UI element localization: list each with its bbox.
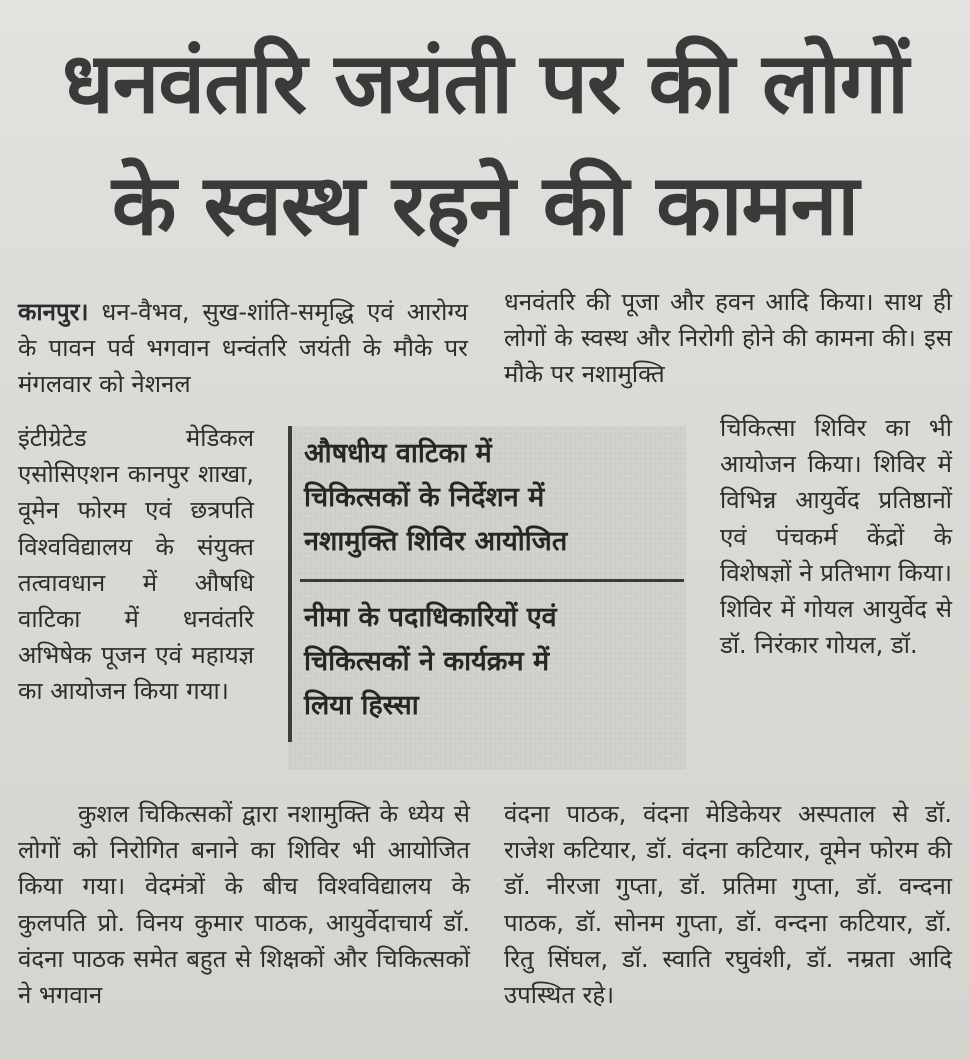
highlight-sub-line: नीमा के पदाधिकारियों एवं	[304, 602, 557, 633]
article-text-right-bottom: वंदना पाठक, वंदना मेडिकेयर अस्पताल से डॉ. राजेश कटियार, डॉ. वंदना कटियार, वूमेन फोरम की डॉ. नीरजा गुप्ता, डॉ. प्रतिमा गुप्ता, डॉ. वन्दना पाठक, डॉ. सोनम गुप्ता, डॉ. वन्दना कटियार, डॉ. रितु सिंघल, डॉ. स्वाति रघुवंशी, डॉ. नम्रता आदि उपस्थित रहे।	[504, 800, 952, 1010]
dateline: कानपुर।	[18, 298, 89, 326]
highlight-divider	[300, 579, 684, 582]
article-text-right-mid: चिकित्सा शिविर का भी आयोजन किया। शिविर में विभिन्न आयुर्वेद प्रतिष्ठानों एवं पंचकर्म केंद्रों के विशेषज्ञों ने प्रतिभाग किया। शिविर में गोयल आयुर्वेद से डॉ. निरंकार गोयल, डॉ.	[720, 414, 952, 660]
highlight-title-line: औषधीय वाटिका में	[304, 438, 492, 469]
article-right-top	[504, 284, 952, 393]
article-right-mid	[720, 410, 952, 663]
article-left-bottom	[18, 796, 470, 1013]
highlight-sub-line: लिया हिस्सा	[304, 690, 419, 721]
article-text-left-bottom: कुशल चिकित्सकों द्वारा नशामुक्ति के ध्येय से लोगों को निरोगित बनाने का शिविर भी आयोजित किया गया। वेदमंत्रों के बीच विश्वविद्यालय के कुलपति प्रो. विनय कुमार पाठक, आयुर्वेदाचार्य डॉ. वंदना पाठक समेत बहुत से शिक्षकों और चिकित्सकों ने भगवान	[18, 800, 470, 1010]
headline-line-2: के स्वस्थ रहने की कामना	[111, 156, 859, 254]
article-text-left-top: धन-वैभव, सुख-शांति-समृद्धि एवं आरोग्य के पावन पर्व भगवान धन्वंतरि जयंती के मौके पर मंगलवार को नेशनल	[18, 298, 468, 399]
highlight-sub-line: चिकित्सकों ने कार्यक्रम में	[304, 646, 550, 677]
highlight-title-line: चिकित्सकों के निर्देशन में	[304, 482, 545, 513]
article-text-right-top: धनवंतरि की पूजा और हवन आदि किया। साथ ही लोगों के स्वस्थ और निरोगी होने की कामना की। इस मौके पर नशामुक्ति	[504, 288, 952, 389]
headline-line-1: धनवंतरि जयंती पर की लोगों	[62, 34, 908, 132]
highlight-box-bar	[288, 426, 292, 742]
highlight-title-line: नशामुक्ति शिविर आयोजित	[304, 526, 568, 557]
article-left-top	[18, 294, 468, 403]
highlight-box-subtitle	[304, 596, 684, 728]
article-left-mid	[18, 420, 254, 710]
highlight-box-title	[304, 432, 684, 564]
article-right-bottom	[504, 796, 952, 1013]
article-text-left-mid: इंटीग्रेटेड मेडिकल एसोसिएशन कानपुर शाखा, वूमेन फोरम एवं छत्रपति विश्वविद्यालय के संयुक्त तत्वावधान में औषधि वाटिका में धनवंतरि अभिषेक पूजन एवं महायज्ञ का आयोजन किया गया।	[18, 424, 254, 706]
